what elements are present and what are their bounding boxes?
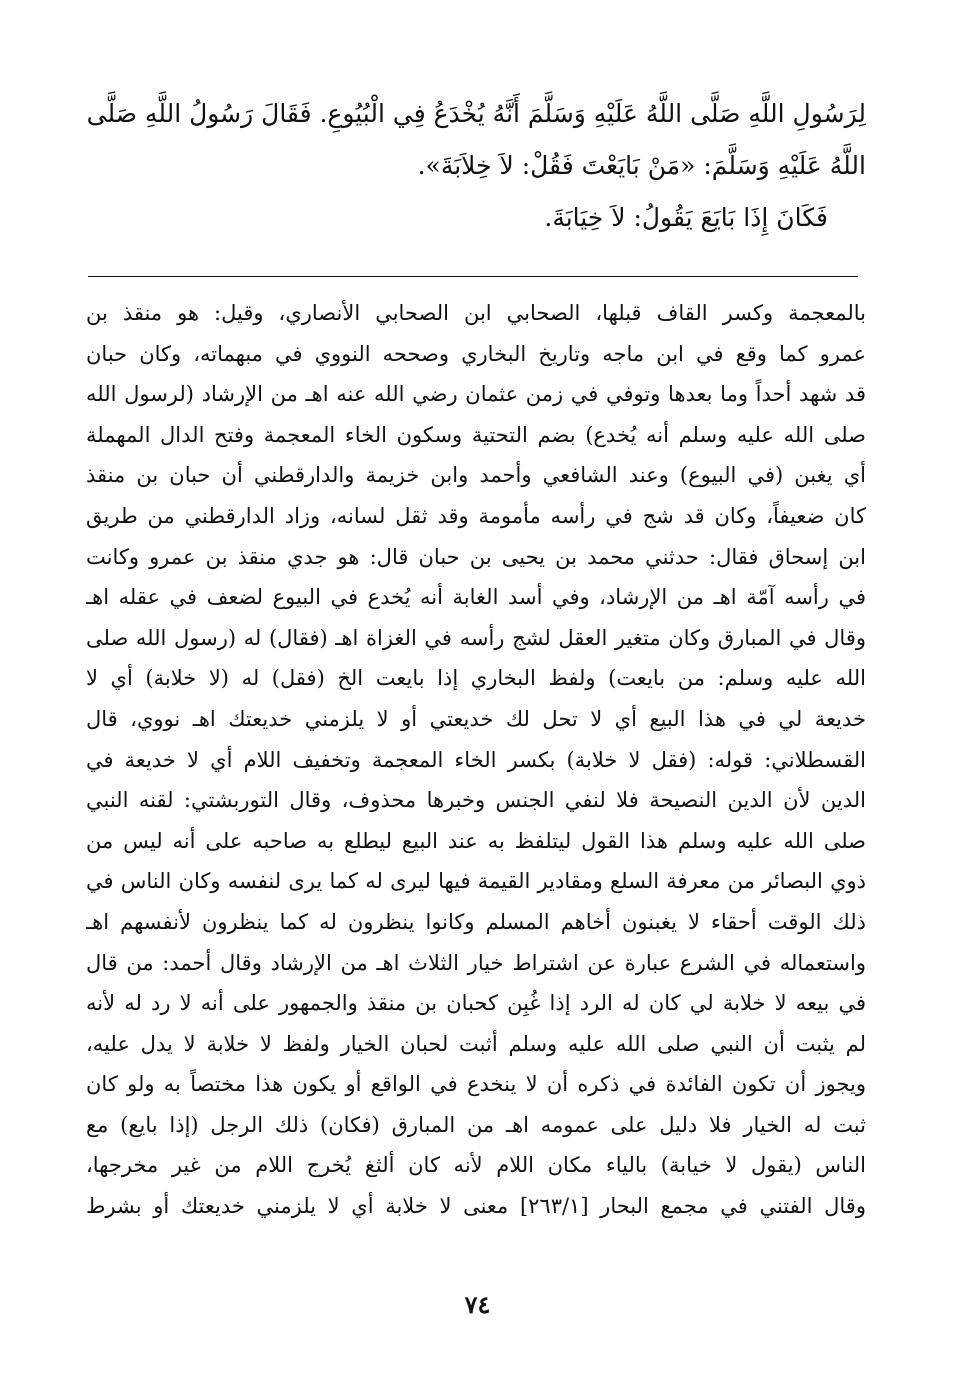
commentary-line: لم يثبت أن النبي صلى الله عليه وسلم أثبت لحبان الخيار ولفظ لا خلابة لا يدل عليه،: [86, 1031, 866, 1056]
commentary-line: وقال الفتني في مجمع البحار [٢٦٣/١] معنى لا خلابة أي لا يلزمني خديعتك أو بشرط: [86, 1194, 866, 1219]
commentary-line: ذوي البصائر من معرفة السلع ومقادير القيمة فيها ليرى له كما يرى لنفسه وكان الناس في: [86, 869, 866, 894]
commentary-line: عمرو كما وقع في ابن ماجه وتاريخ البخاري وصححه النووي في مبهماته، وكان حبان: [86, 341, 866, 366]
hadith-line: لِرَسُولِ اللَّهِ صَلَّى اللَّهُ عَلَيْهِ وَسَلَّمَ أَنَّهُ يُخْدَعُ فِي الْبُيُوعِ. فَقَالَ رَسُولُ اللَّهِ صَلَّى: [86, 99, 866, 128]
footnote-separator: [88, 276, 858, 277]
commentary-line: في رأسه آمّة اهـ من الإرشاد، وفي أسد الغابة أنه يُخدع في البيوع لضعف في عقله اهـ: [86, 585, 866, 610]
commentary-line: القسطلاني: قوله: (فقل لا خلابة) بكسر الخاء المعجمة وتخفيف اللام أي لا خديعة في: [86, 747, 866, 772]
commentary-line: صلى الله عليه وسلم هذا القول ليتلفظ به عند البيع ليطلع به صاحبه على أنه ليس من: [86, 828, 866, 853]
hadith-text: [84, 88, 866, 244]
commentary-line: الله عليه وسلم: من بايعت) ولفظ البخاري إذا بايعت الخ (فقل) له (لا خلابة) أي لا: [86, 666, 866, 691]
commentary-line: ثبت له الخيار فلا دليل على عمومه اهـ من المبارق (فكان) ذلك الرجل (إذا بايع) مع: [86, 1112, 866, 1137]
commentary-line: بالمعجمة وكسر القاف قبلها، الصحابي ابن الصحابي الأنصاري، وقيل: هو منقذ بن: [86, 301, 866, 325]
commentary-line: وقال في المبارق وكان متغير العقل لشج رأسه في الغزاة اهـ (فقال) له (رسول الله صلى: [86, 625, 866, 650]
commentary-line: ذلك الوقت أحقاء لا يغبنون أخاهم المسلم وكانوا ينظرون له كما ينظرون لأنفسهم اهـ: [86, 909, 866, 934]
commentary-line: ابن إسحاق فقال: حدثني محمد بن يحيى بن حبان قال: هو جدي منقذ بن عمرو وكانت: [86, 544, 866, 569]
commentary-line: الناس (يقول لا خيابة) بالياء مكان اللام لأنه كان ألثغ يُخرج اللام من غير مخرجها،: [86, 1153, 866, 1178]
commentary-line: في بيعه لا خلابة لي كان له الرد إذا غُبِن كحبان بن منقذ والجمهور على أنه لا رد له لأنه: [86, 991, 866, 1016]
commentary-line: صلى الله عليه وسلم أنه يُخدع) بضم التحتية وسكون الخاء المعجمة وفتح الدال المهملة: [86, 422, 866, 447]
commentary-text: [86, 293, 866, 1227]
commentary-line: كان ضعيفاً، وكان قد شج في رأسه مأمومة وقد ثقل لسانه، وزاد الدارقطني من طريق: [86, 503, 866, 528]
commentary-line: ويجوز أن تكون الفائدة في ذكره أن لا ينخدع في الواقع أو يكون هذا مختصاً به ولو كان: [86, 1072, 866, 1097]
page-number: ٧٤: [464, 1290, 491, 1319]
commentary-line: خديعة لي في هذا البيع أي لا تحل لك خديعتي أو لا يلزمني خديعتك اهـ نووي، قال: [86, 706, 866, 731]
hadith-line: فَكَانَ إِذَا بَايَعَ يَقُولُ: لاَ خِيَابَةَ.: [544, 203, 828, 232]
commentary-line: واستعماله في الشرع عبارة عن اشتراط خيار الثلاث اهـ من الإرشاد وقال أحمد: من قال: [86, 950, 866, 975]
hadith-line: اللَّهُ عَلَيْهِ وَسَلَّمَ: «مَنْ بَايَعْتَ فَقُلْ: لاَ خِلاَبَةَ».: [417, 151, 866, 180]
commentary-line: الدين لأن الدين النصيحة فلا لنفي الجنس وخبرها محذوف، وقال التوربشتي: لقنه النبي: [86, 788, 866, 813]
commentary-line: أي يغبن (في البيوع) وعند الشافعي وأحمد وابن خزيمة والدارقطني أن حبان بن منقذ: [86, 463, 866, 488]
commentary-line: قد شهد أحداً وما بعدها وتوفي في زمن عثمان رضي الله عنه اهـ من الإرشاد (لرسول الله: [86, 382, 866, 407]
